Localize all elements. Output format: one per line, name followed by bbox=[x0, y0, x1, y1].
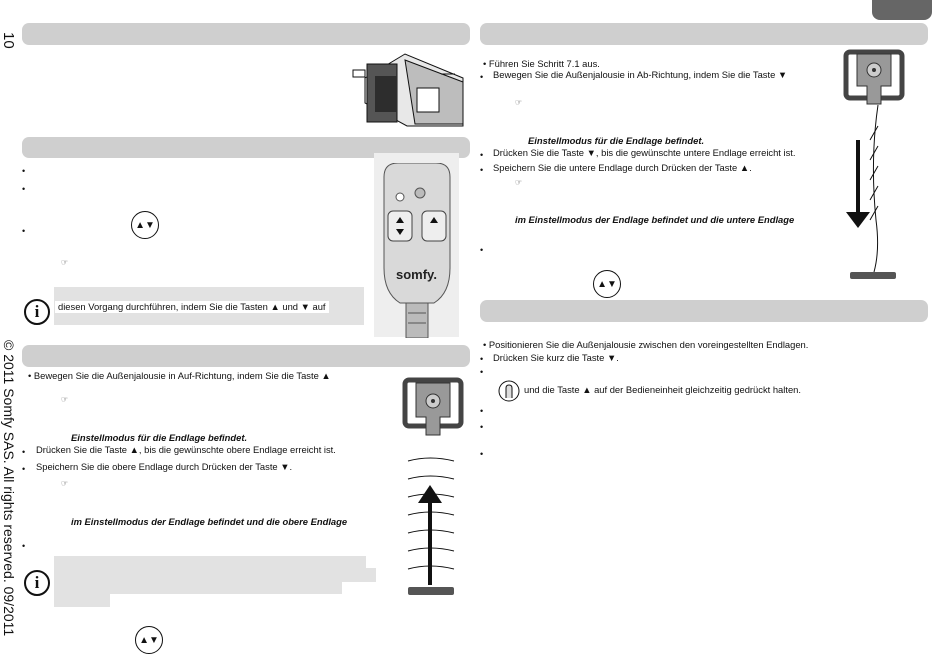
bullet: • bbox=[480, 150, 484, 160]
up-step-note: im Einstellmodus der Endlage befindet und die obere Endlage bbox=[71, 516, 348, 527]
info-icon bbox=[24, 299, 50, 325]
bullet: • bbox=[480, 72, 484, 82]
bullet: • bbox=[22, 184, 26, 194]
motor-head-illustration bbox=[843, 48, 905, 106]
up-step-3: Speichern Sie die obere Endlage durch Drücken der Taste ▼. bbox=[36, 461, 293, 472]
hand-pointer-icon: ☞ bbox=[61, 395, 69, 404]
bullet: • bbox=[480, 245, 484, 255]
info-box bbox=[54, 594, 110, 607]
down-step-note: im Einstellmodus der Endlage befindet und die untere Endlage bbox=[515, 214, 795, 225]
pos-step-3: und die Taste ▲ auf der Bedieneinheit gleichzeitig gedrückt halten. bbox=[524, 384, 801, 395]
bullet: • bbox=[480, 449, 484, 459]
bullet: • bbox=[22, 166, 26, 176]
bullet: • bbox=[480, 422, 484, 432]
info-icon-glyph: i bbox=[34, 573, 40, 592]
up-step-mode: Einstellmodus für die Endlage befindet. bbox=[71, 432, 248, 443]
bullet: • bbox=[22, 464, 26, 474]
motor-head-illustration bbox=[402, 375, 464, 445]
section-header-bar bbox=[22, 345, 470, 367]
info-icon bbox=[24, 570, 50, 596]
hand-pointer-icon: ☞ bbox=[515, 178, 523, 187]
info-icon-glyph: i bbox=[34, 302, 40, 321]
bullet: • bbox=[480, 165, 484, 175]
bullet: • bbox=[480, 406, 484, 416]
bullet: • bbox=[480, 367, 484, 377]
page-tab bbox=[872, 0, 932, 20]
up-down-button-icon: ▲▼ bbox=[131, 211, 159, 239]
section-header-bar bbox=[480, 300, 928, 322]
bullet: • bbox=[480, 354, 484, 364]
section-header-bar bbox=[22, 23, 470, 45]
info-box bbox=[54, 556, 366, 568]
bullet: • bbox=[22, 226, 26, 236]
hand-pointer-icon: ☞ bbox=[61, 258, 69, 267]
pos-step-2: Drücken Sie kurz die Taste ▼. bbox=[493, 352, 619, 363]
remote-brand-logo: somfy. bbox=[396, 267, 437, 282]
up-down-button-icon: ▲▼ bbox=[593, 270, 621, 298]
hand-pointer-icon: ☞ bbox=[61, 479, 69, 488]
up-step-1: • Bewegen Sie die Außenjalousie in Auf-Richtung, indem Sie die Taste ▲ bbox=[28, 370, 331, 381]
bullet: • bbox=[22, 541, 26, 551]
finger-press-icon bbox=[498, 378, 520, 404]
down-step-4: Speichern Sie die untere Endlage durch Drücken der Taste ▲. bbox=[493, 162, 752, 173]
up-down-button-icon: ▲▼ bbox=[135, 626, 163, 654]
info-box bbox=[54, 582, 342, 594]
info-box bbox=[54, 568, 376, 582]
blind-down-illustration bbox=[840, 100, 910, 285]
page-number: 10 bbox=[0, 32, 17, 49]
down-step-3: Drücken Sie die Taste ▼, bis die gewünschte untere Endlage erreicht ist. bbox=[493, 147, 796, 158]
hand-pointer-icon: ☞ bbox=[515, 98, 523, 107]
section-header-bar bbox=[480, 23, 928, 45]
remote-control bbox=[378, 163, 456, 338]
bullet: • bbox=[22, 447, 26, 457]
copyright-notice: © 2011 Somfy SAS. All rights reserved. 09/2011 bbox=[1, 340, 17, 637]
down-step-1: • Führen Sie Schritt 7.1 aus. bbox=[483, 58, 600, 69]
info-text: diesen Vorgang durchführen, indem Sie die Tasten ▲ und ▼ auf bbox=[55, 301, 329, 313]
up-step-2: Drücken Sie die Taste ▲, bis die gewünschte obere Endlage erreicht ist. bbox=[36, 444, 336, 455]
motor-illustration bbox=[345, 48, 465, 130]
pos-step-1: • Positionieren Sie die Außenjalousie zwischen den voreingestellten Endlagen. bbox=[483, 339, 809, 350]
down-step-mode: Einstellmodus für die Endlage befindet. bbox=[528, 135, 705, 146]
down-step-2: Bewegen Sie die Außenjalousie in Ab-Richtung, indem Sie die Taste ▼ bbox=[493, 69, 788, 80]
blind-up-illustration bbox=[404, 455, 456, 600]
